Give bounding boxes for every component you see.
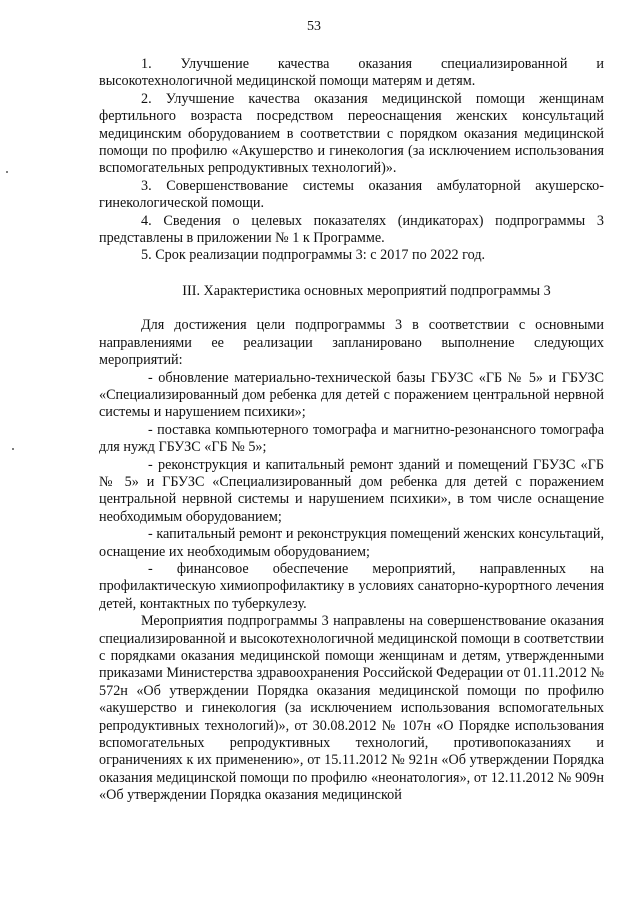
section-heading: III. Характеристика основных мероприятий подпрограммы 3	[182, 282, 551, 299]
goal-paragraph: 4. Сведения о целевых показателях (индикаторах) подпрограммы 3 представлены в приложении № 1 к Программе.	[99, 212, 604, 247]
document-body	[99, 56, 604, 805]
scan-speck	[12, 448, 14, 450]
measure-item: - реконструкция и капитальный ремонт зданий и помещений ГБУЗС «ГБ № 5» и ГБУЗС «Специализированный дом ребенка для детей с поражением центральной нервной системы и нарушением психики», в том числе оснащение необходимым оборудованием;	[99, 456, 604, 525]
goal-paragraph: 3. Совершенствование системы оказания амбулаторной акушерско-гинекологической помощи.	[99, 177, 604, 212]
goal-paragraph: 1. Улучшение качества оказания специализированной и высокотехнологичной медицинской помощи матерям и детям.	[99, 56, 604, 90]
measure-item: - поставка компьютерного томографа и магнитно-резонансного томографа для нужд ГБУЗС «ГБ № 5»;	[99, 421, 604, 456]
measure-item: - обновление материально-технической базы ГБУЗС «ГБ № 5» и ГБУЗС «Специализированный дом ребенка для детей с поражением центральной нервной системы и нарушением психики»;	[99, 369, 604, 421]
goal-paragraph: 2. Улучшение качества оказания медицинской помощи женщинам фертильного возраста посредством переоснащения женских консультаций медицинским оборудованием в соответствии с порядком оказания медицинской помощи по профилю «Акушерство и гинекология (за исключением использования вспомогательных репродуктивных технологий)».	[99, 90, 604, 177]
page-number: 53	[307, 19, 321, 34]
goal-paragraph: 5. Срок реализации подпрограммы 3: с 2017 по 2022 год.	[141, 247, 486, 264]
measure-item: - финансовое обеспечение мероприятий, направленных на профилактическую химиопрофилактику в условиях санаторно-курортного лечения детей, контактных по туберкулезу.	[99, 560, 604, 612]
scan-speck	[6, 171, 8, 173]
intro-paragraph: Для достижения цели подпрограммы 3 в соответствии с основными направлениями ее реализации запланировано выполнение следующих мероприятий:	[99, 317, 604, 369]
measure-item: - капитальный ремонт и реконструкция помещений женских консультаций, оснащение их необходимым оборудованием;	[99, 526, 604, 560]
closing-paragraph: Мероприятия подпрограммы 3 направлены на совершенствование оказания специализированной и высокотехнологичной медицинской помощи в соответствии с порядками оказания медицинской помощи женщинам и детям, утвержденными приказами Министерства здравоохранения Российской Федерации от 01.11.2012 № 572н «Об утверждении Порядка оказания медицинской помощи по профилю «акушерство и гинекология (за исключением использования вспомогательных репродуктивных технологий)», от 30.08.2012 № 107н «О Порядке использования вспомогательных репродуктивных технологий, противопоказаниях и ограничениях к их применению», от 15.11.2012 № 921н «Об утверждении Порядка оказания медицинской помощи по профилю «неонатология», от 12.11.2012 № 909н «Об утверждении Порядка оказания медицинской	[99, 613, 604, 804]
